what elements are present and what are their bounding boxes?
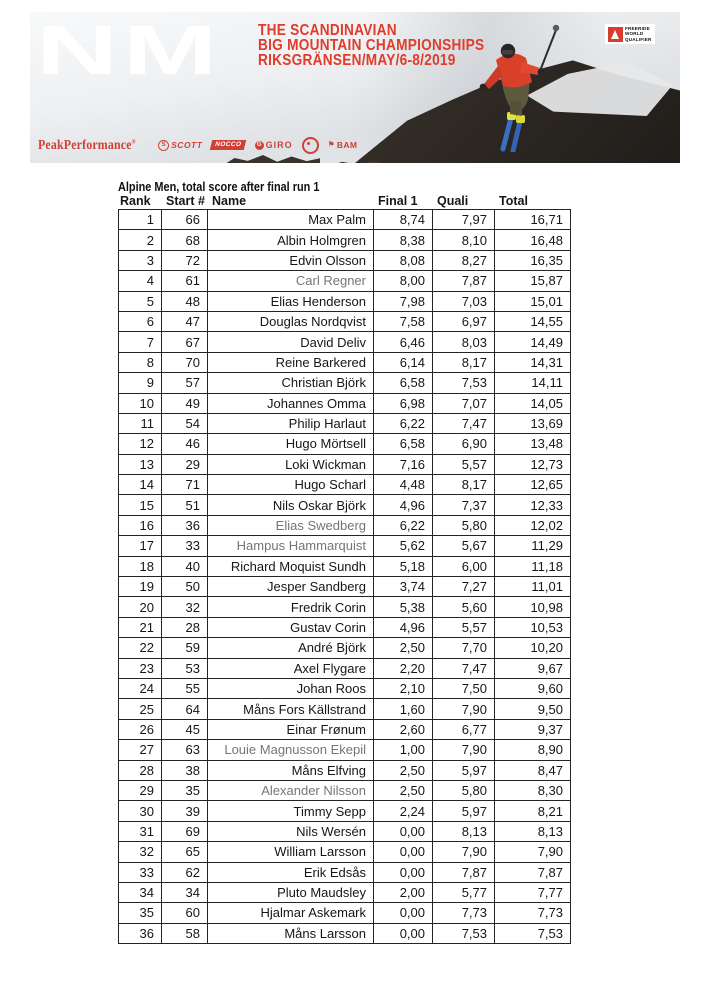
table-row [119, 434, 571, 454]
start-number-cell: 62 [162, 862, 208, 882]
name-cell: Hugo Mörtsell [208, 434, 374, 454]
name-cell: André Björk [208, 638, 374, 658]
quali-score-cell: 7,07 [433, 393, 495, 413]
quali-score-cell: 7,47 [433, 658, 495, 678]
start-number-cell: 28 [162, 617, 208, 637]
rank-cell: 3 [119, 250, 162, 270]
table-row [119, 740, 571, 760]
results-header-row [118, 194, 570, 208]
registered-mark: ® [131, 139, 136, 146]
table-row [119, 250, 571, 270]
rank-cell: 7 [119, 332, 162, 352]
table-row [119, 699, 571, 719]
start-number-cell: 38 [162, 760, 208, 780]
start-number-cell: 65 [162, 842, 208, 862]
start-number-cell: 69 [162, 821, 208, 841]
start-number-cell: 54 [162, 413, 208, 433]
rank-cell: 15 [119, 495, 162, 515]
table-row [119, 454, 571, 474]
table-row [119, 719, 571, 739]
rank-cell: 1 [119, 210, 162, 230]
quali-score-cell: 6,00 [433, 556, 495, 576]
rank-cell: 35 [119, 903, 162, 923]
quali-score-cell: 6,77 [433, 719, 495, 739]
total-score-cell: 8,30 [495, 780, 571, 800]
start-number-cell: 59 [162, 638, 208, 658]
name-cell: Max Palm [208, 210, 374, 230]
final1-score-cell: 2,00 [374, 882, 433, 902]
quali-score-cell: 7,97 [433, 210, 495, 230]
total-score-cell: 16,71 [495, 210, 571, 230]
total-score-cell: 12,65 [495, 475, 571, 495]
table-row [119, 780, 571, 800]
final1-score-cell: 7,58 [374, 311, 433, 331]
final1-score-cell: 5,38 [374, 597, 433, 617]
quali-score-cell: 8,03 [433, 332, 495, 352]
quali-score-cell: 7,37 [433, 495, 495, 515]
name-cell: Måns Fors Källstrand [208, 699, 374, 719]
rank-cell: 8 [119, 352, 162, 372]
total-score-cell: 13,69 [495, 413, 571, 433]
name-cell: Erik Edsås [208, 862, 374, 882]
results-section [118, 180, 570, 944]
column-header-total: Total [499, 194, 528, 208]
final1-score-cell: 0,00 [374, 903, 433, 923]
total-score-cell: 14,05 [495, 393, 571, 413]
total-score-cell: 12,02 [495, 515, 571, 535]
name-cell: Pluto Maudsley [208, 882, 374, 902]
quali-score-cell: 8,13 [433, 821, 495, 841]
rank-cell: 32 [119, 842, 162, 862]
table-row [119, 903, 571, 923]
table-row [119, 658, 571, 678]
name-cell: Axel Flygare [208, 658, 374, 678]
name-cell: Alexander Nilsson [208, 780, 374, 800]
total-score-cell: 10,20 [495, 638, 571, 658]
table-row [119, 556, 571, 576]
quali-score-cell: 5,57 [433, 617, 495, 637]
sponsor-giro: G GIRO [255, 140, 293, 150]
name-cell: Hampus Hammarquist [208, 536, 374, 556]
quali-score-cell: 7,50 [433, 678, 495, 698]
name-cell: Nils Oskar Björk [208, 495, 374, 515]
total-score-cell: 7,87 [495, 862, 571, 882]
quali-score-cell: 7,53 [433, 373, 495, 393]
column-header-rank: Rank [120, 194, 151, 208]
total-score-cell: 15,01 [495, 291, 571, 311]
final1-score-cell: 1,60 [374, 699, 433, 719]
quali-score-cell: 8,27 [433, 250, 495, 270]
total-score-cell: 16,35 [495, 250, 571, 270]
final1-score-cell: 0,00 [374, 862, 433, 882]
final1-score-cell: 1,00 [374, 740, 433, 760]
total-score-cell: 14,55 [495, 311, 571, 331]
quali-score-cell: 8,10 [433, 230, 495, 250]
sponsor-row [38, 132, 357, 158]
quali-score-cell: 7,90 [433, 699, 495, 719]
name-cell: David Deliv [208, 332, 374, 352]
flag-icon: ⚑ [327, 140, 335, 149]
rank-cell: 2 [119, 230, 162, 250]
final1-score-cell: 2,24 [374, 801, 433, 821]
quali-score-cell: 5,57 [433, 454, 495, 474]
final1-score-cell: 0,00 [374, 821, 433, 841]
total-score-cell: 8,21 [495, 801, 571, 821]
column-header-quali: Quali [437, 194, 469, 208]
start-number-cell: 47 [162, 311, 208, 331]
quali-score-cell: 8,17 [433, 352, 495, 372]
table-row [119, 515, 571, 535]
start-number-cell: 36 [162, 515, 208, 535]
total-score-cell: 14,11 [495, 373, 571, 393]
column-header-name: Name [212, 194, 247, 208]
start-number-cell: 64 [162, 699, 208, 719]
rank-cell: 22 [119, 638, 162, 658]
name-cell: Johannes Omma [208, 393, 374, 413]
rank-cell: 16 [119, 515, 162, 535]
sponsor-peak-performance: PeakPerformance® [38, 137, 136, 152]
scott-s-icon: S [158, 140, 169, 151]
column-header-final1: Final 1 [378, 194, 418, 208]
rank-cell: 29 [119, 780, 162, 800]
rank-cell: 9 [119, 373, 162, 393]
table-row [119, 393, 571, 413]
quali-score-cell: 7,87 [433, 271, 495, 291]
final1-score-cell: 6,58 [374, 434, 433, 454]
column-header-start: Start # [166, 194, 205, 208]
final1-score-cell: 6,58 [374, 373, 433, 393]
final1-score-cell: 6,22 [374, 413, 433, 433]
total-score-cell: 11,18 [495, 556, 571, 576]
total-score-cell: 7,73 [495, 903, 571, 923]
crest-badge-icon [302, 137, 319, 154]
event-banner [30, 12, 680, 163]
name-cell: Johan Roos [208, 678, 374, 698]
final1-score-cell: 2,50 [374, 780, 433, 800]
final1-score-cell: 6,46 [374, 332, 433, 352]
rank-cell: 4 [119, 271, 162, 291]
start-number-cell: 51 [162, 495, 208, 515]
total-score-cell: 11,01 [495, 577, 571, 597]
rank-cell: 12 [119, 434, 162, 454]
start-number-cell: 39 [162, 801, 208, 821]
name-cell: Elias Henderson [208, 291, 374, 311]
table-row [119, 760, 571, 780]
total-score-cell: 11,29 [495, 536, 571, 556]
sponsor-nocco: NOCCO [210, 140, 247, 150]
total-score-cell: 8,47 [495, 760, 571, 780]
name-cell: Carl Regner [208, 271, 374, 291]
start-number-cell: 60 [162, 903, 208, 923]
start-number-cell: 71 [162, 475, 208, 495]
table-row [119, 291, 571, 311]
rank-cell: 20 [119, 597, 162, 617]
total-score-cell: 7,77 [495, 882, 571, 902]
quali-score-cell: 6,90 [433, 434, 495, 454]
rank-cell: 28 [119, 760, 162, 780]
table-row [119, 210, 571, 230]
start-number-cell: 33 [162, 536, 208, 556]
quali-score-cell: 7,90 [433, 842, 495, 862]
table-row [119, 413, 571, 433]
final1-score-cell: 6,14 [374, 352, 433, 372]
name-cell: Edvin Olsson [208, 250, 374, 270]
fwq-badge [605, 24, 655, 44]
start-number-cell: 53 [162, 658, 208, 678]
total-score-cell: 8,13 [495, 821, 571, 841]
final1-score-cell: 7,98 [374, 291, 433, 311]
start-number-cell: 34 [162, 882, 208, 902]
table-row [119, 821, 571, 841]
total-score-cell: 8,90 [495, 740, 571, 760]
final1-score-cell: 8,38 [374, 230, 433, 250]
table-row [119, 678, 571, 698]
name-cell: Hjalmar Askemark [208, 903, 374, 923]
start-number-cell: 70 [162, 352, 208, 372]
final1-score-cell: 2,20 [374, 658, 433, 678]
table-row [119, 638, 571, 658]
rank-cell: 13 [119, 454, 162, 474]
quali-score-cell: 7,73 [433, 903, 495, 923]
final1-score-cell: 7,16 [374, 454, 433, 474]
name-cell: Nils Wersén [208, 821, 374, 841]
rank-cell: 24 [119, 678, 162, 698]
total-score-cell: 9,37 [495, 719, 571, 739]
table-row [119, 373, 571, 393]
table-row [119, 923, 571, 943]
final1-score-cell: 3,74 [374, 577, 433, 597]
start-number-cell: 55 [162, 678, 208, 698]
results-table [118, 209, 571, 944]
start-number-cell: 40 [162, 556, 208, 576]
quali-score-cell: 5,60 [433, 597, 495, 617]
sponsor-bam: ⚑ BAM [327, 140, 358, 150]
name-cell: Einar Frønum [208, 719, 374, 739]
banner-title-line: THE SCANDINAVIAN [258, 22, 397, 39]
quali-score-cell: 7,87 [433, 862, 495, 882]
final1-score-cell: 4,96 [374, 495, 433, 515]
fwq-mountain-icon [608, 27, 623, 42]
start-number-cell: 46 [162, 434, 208, 454]
name-cell: Reine Barkered [208, 352, 374, 372]
rank-cell: 27 [119, 740, 162, 760]
final1-score-cell: 8,74 [374, 210, 433, 230]
name-cell: Loki Wickman [208, 454, 374, 474]
rank-cell: 30 [119, 801, 162, 821]
quali-score-cell: 7,70 [433, 638, 495, 658]
start-number-cell: 66 [162, 210, 208, 230]
rank-cell: 31 [119, 821, 162, 841]
table-row [119, 311, 571, 331]
fwq-badge-text: FREERIDE WORLD QUALIFIER [625, 26, 652, 42]
start-number-cell: 57 [162, 373, 208, 393]
quali-score-cell: 5,97 [433, 760, 495, 780]
total-score-cell: 10,53 [495, 617, 571, 637]
table-row [119, 495, 571, 515]
start-number-cell: 58 [162, 923, 208, 943]
start-number-cell: 50 [162, 577, 208, 597]
table-row [119, 536, 571, 556]
final1-score-cell: 5,62 [374, 536, 433, 556]
sponsor-scott: S SCOTT [158, 140, 202, 151]
quali-score-cell: 6,97 [433, 311, 495, 331]
results-table-body [119, 210, 571, 944]
nm-logo: NM [36, 12, 223, 89]
name-cell: Louie Magnusson Ekepil [208, 740, 374, 760]
rank-cell: 18 [119, 556, 162, 576]
total-score-cell: 7,53 [495, 923, 571, 943]
table-row [119, 352, 571, 372]
final1-score-cell: 0,00 [374, 923, 433, 943]
total-score-cell: 9,60 [495, 678, 571, 698]
rank-cell: 23 [119, 658, 162, 678]
total-score-cell: 15,87 [495, 271, 571, 291]
final1-score-cell: 2,10 [374, 678, 433, 698]
rank-cell: 21 [119, 617, 162, 637]
name-cell: Philip Harlaut [208, 413, 374, 433]
total-score-cell: 13,48 [495, 434, 571, 454]
table-row [119, 842, 571, 862]
name-cell: Richard Moquist Sundh [208, 556, 374, 576]
start-number-cell: 72 [162, 250, 208, 270]
final1-score-cell: 0,00 [374, 842, 433, 862]
table-row [119, 617, 571, 637]
name-cell: Albin Holmgren [208, 230, 374, 250]
final1-score-cell: 8,08 [374, 250, 433, 270]
start-number-cell: 61 [162, 271, 208, 291]
final1-score-cell: 4,48 [374, 475, 433, 495]
table-row [119, 230, 571, 250]
table-row [119, 597, 571, 617]
quali-score-cell: 5,97 [433, 801, 495, 821]
quali-score-cell: 7,53 [433, 923, 495, 943]
table-row [119, 862, 571, 882]
name-cell: Jesper Sandberg [208, 577, 374, 597]
start-number-cell: 68 [162, 230, 208, 250]
final1-score-cell: 8,00 [374, 271, 433, 291]
rank-cell: 17 [119, 536, 162, 556]
quali-score-cell: 5,67 [433, 536, 495, 556]
final1-score-cell: 6,98 [374, 393, 433, 413]
final1-score-cell: 2,50 [374, 638, 433, 658]
table-row [119, 332, 571, 352]
start-number-cell: 48 [162, 291, 208, 311]
banner-title [258, 23, 484, 69]
name-cell: Douglas Nordqvist [208, 311, 374, 331]
rank-cell: 34 [119, 882, 162, 902]
final1-score-cell: 4,96 [374, 617, 433, 637]
quali-score-cell: 7,47 [433, 413, 495, 433]
start-number-cell: 32 [162, 597, 208, 617]
table-row [119, 801, 571, 821]
name-cell: Hugo Scharl [208, 475, 374, 495]
total-score-cell: 16,48 [495, 230, 571, 250]
start-number-cell: 67 [162, 332, 208, 352]
start-number-cell: 45 [162, 719, 208, 739]
total-score-cell: 12,33 [495, 495, 571, 515]
rank-cell: 26 [119, 719, 162, 739]
name-cell: William Larsson [208, 842, 374, 862]
rank-cell: 14 [119, 475, 162, 495]
name-cell: Fredrik Corin [208, 597, 374, 617]
name-cell: Gustav Corin [208, 617, 374, 637]
final1-score-cell: 2,60 [374, 719, 433, 739]
quali-score-cell: 5,77 [433, 882, 495, 902]
final1-score-cell: 5,18 [374, 556, 433, 576]
rank-cell: 25 [119, 699, 162, 719]
table-row [119, 882, 571, 902]
quali-score-cell: 7,90 [433, 740, 495, 760]
total-score-cell: 10,98 [495, 597, 571, 617]
start-number-cell: 35 [162, 780, 208, 800]
table-row [119, 577, 571, 597]
final1-score-cell: 2,50 [374, 760, 433, 780]
banner-title-line: RIKSGRÄNSEN/MAY/6-8/2019 [258, 52, 456, 70]
rank-cell: 19 [119, 577, 162, 597]
start-number-cell: 29 [162, 454, 208, 474]
start-number-cell: 63 [162, 740, 208, 760]
quali-score-cell: 7,03 [433, 291, 495, 311]
rank-cell: 10 [119, 393, 162, 413]
quali-score-cell: 5,80 [433, 515, 495, 535]
total-score-cell: 14,31 [495, 352, 571, 372]
quali-score-cell: 8,17 [433, 475, 495, 495]
total-score-cell: 7,90 [495, 842, 571, 862]
name-cell: Elias Swedberg [208, 515, 374, 535]
rank-cell: 33 [119, 862, 162, 882]
rank-cell: 11 [119, 413, 162, 433]
banner-title-line: BIG MOUNTAIN CHAMPIONSHIPS [258, 37, 485, 55]
giro-g-icon: G [255, 141, 264, 150]
results-title: Alpine Men, total score after final run 1 [118, 179, 320, 194]
total-score-cell: 9,67 [495, 658, 571, 678]
name-cell: Måns Elfving [208, 760, 374, 780]
rank-cell: 36 [119, 923, 162, 943]
name-cell: Måns Larsson [208, 923, 374, 943]
final1-score-cell: 6,22 [374, 515, 433, 535]
table-row [119, 271, 571, 291]
quali-score-cell: 5,80 [433, 780, 495, 800]
quali-score-cell: 7,27 [433, 577, 495, 597]
rank-cell: 5 [119, 291, 162, 311]
rank-cell: 6 [119, 311, 162, 331]
name-cell: Christian Björk [208, 373, 374, 393]
total-score-cell: 14,49 [495, 332, 571, 352]
start-number-cell: 49 [162, 393, 208, 413]
total-score-cell: 9,50 [495, 699, 571, 719]
total-score-cell: 12,73 [495, 454, 571, 474]
table-row [119, 475, 571, 495]
name-cell: Timmy Sepp [208, 801, 374, 821]
